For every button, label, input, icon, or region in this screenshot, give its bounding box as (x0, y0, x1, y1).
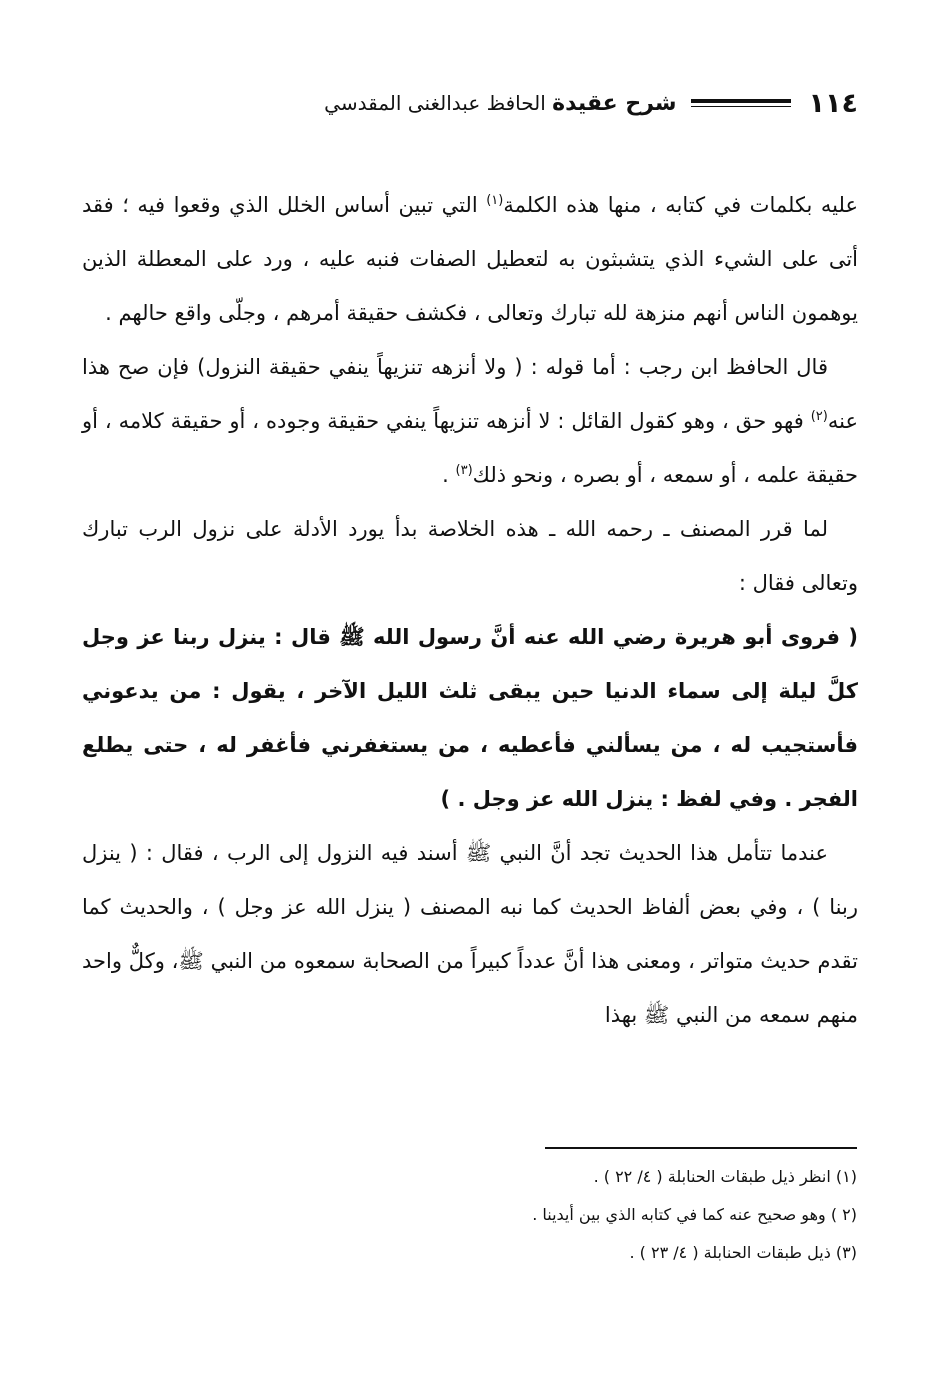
header-rule-thick (691, 99, 791, 103)
paragraph-3: لما قرر المصنف ـ رحمه الله ـ هذه الخلاصة بدأ يورد الأدلة على نزول الرب تبارك وتعالى فقال : (82, 517, 858, 595)
footnote-2: (٢ ) وهو صحيح عنه كما في كتابه الذي بين أيدينا . (532, 1205, 857, 1224)
paragraph-2-start: قال الحافظ ابن رجب : أما قوله : ( ولا أنزهه تنزيهاً ينفي حقيقة النزول) فإن صح هذا عنه (82, 355, 858, 433)
paragraph-1-start: عليه بكلمات في كتابه ، منها هذه الكلمة (503, 193, 859, 217)
paragraph-2-end: . (442, 463, 456, 487)
footnotes (257, 1158, 857, 1272)
paragraph-2 (82, 340, 858, 502)
footnote-ref-3: (٣) (455, 463, 473, 478)
book-title-sub: الحافظ عبدالغنى المقدسي (324, 90, 553, 115)
footnote-ref-2: (٢) (810, 409, 828, 424)
page-number: ١١٤ (808, 87, 858, 119)
footnote-1: (١) انظر ذيل طبقات الحنابلة ( ٤/ ٢٢ ) . (593, 1167, 857, 1186)
paragraph-1 (82, 178, 858, 340)
hadith-quote: ( فروى أبو هريرة رضي الله عنه أنَّ رسول الله ﷺ قال : ينزل ربنا عز وجل كلَّ ليلة إلى سماء الدنيا حين يبقى ثلث الليل الآخر ، يقول : من يدعوني فأستجيب له ، من يسألني فأعطيه ، من يستغفرني فأغفر له ، حتى يطلع الفجر . وفي لفظ : ينزل الله عز وجل . ) (82, 625, 858, 811)
header-rule (691, 99, 791, 108)
page-header (78, 78, 858, 128)
book-title-main: شرح عقيدة (552, 90, 677, 116)
paragraph-2-middle: فهو حق ، وهو كقول القائل : لا أنزهه تنزيهاً ينفي حقيقة وجوده ، أو حقيقة كلامه ، أو حقيقة علمه ، أو سمعه ، أو بصره ، ونحو ذلك (82, 409, 858, 487)
paragraph-5: عندما تتأمل هذا الحديث تجد أنَّ النبي ﷺ أسند فيه النزول إلى الرب ، فقال : ( ينزل ربنا ) ، وفي بعض ألفاظ الحديث كما نبه المصنف ( ينزل الله عز وجل ) ، والحديث كما تقدم حديث متواتر ، ومعنى هذا أنَّ عدداً كبيراً من الصحابة سمعوه من النبي ﷺ، وكلٌّ واحد منهم سمعه من النبي ﷺ بهذا (82, 841, 858, 1027)
paragraph-1-rest: التي تبين أساس الخلل الذي وقعوا فيه ؛ فقد أتى على الشيء الذي يتشبثون به لتعطيل الصفات فنبه عليه ، ورد على المعطلة الذين يوهمون الناس أنهم منزهة لله تبارك وتعالى ، فكشف حقيقة أمرهم ، وجلّى واقع حالهم . (82, 193, 858, 325)
footnote-ref-1: (١) (486, 193, 504, 208)
footnote-separator (545, 1147, 857, 1149)
footnote-3: (٣) ذيل طبقات الحنابلة ( ٤/ ٢٣ ) . (629, 1243, 857, 1262)
book-title (324, 91, 676, 116)
page-body (82, 178, 858, 1042)
header-rule-thin (691, 106, 791, 108)
